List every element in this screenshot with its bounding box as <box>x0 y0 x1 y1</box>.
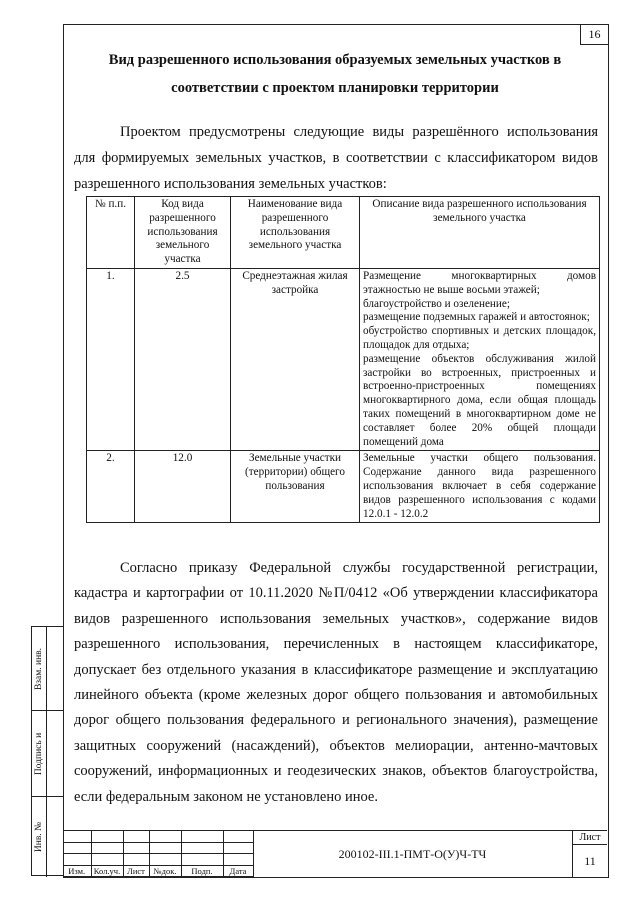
row-code: 12.0 <box>135 451 231 523</box>
col-data: Дата <box>223 865 253 877</box>
desc-item: размещение объектов обслуживания жилой застройки во встроенных, пристроенных и встроенно-пристроенных помещениях многоквартирного дома, если общая площадь таких помещений в многоквартирном доме не составляет более 20% общей площади помещений дома <box>363 352 596 448</box>
desc-item: Размещение многоквартирных домов этажностью не выше восьми этажей; <box>363 269 596 296</box>
title-line-1: Вид разрешенного использования образуемых земельных участков в <box>108 52 562 68</box>
revision-grid <box>63 831 254 877</box>
side-stamp <box>31 626 63 876</box>
top-page-number: 16 <box>580 24 608 45</box>
row-desc <box>360 268 600 450</box>
col-list: Лист <box>123 865 149 877</box>
header-name: Наименование вида разрешенного использования земельного участка <box>231 197 360 269</box>
desc-item: благоустройство и озеленение; <box>363 297 510 310</box>
document-code: 200102-III.1-ПМТ-О(У)Ч-ТЧ <box>253 831 573 877</box>
table-row <box>87 268 600 450</box>
side-cell-signature <box>32 711 63 797</box>
side-cell-replacement <box>32 627 63 711</box>
page-title <box>63 46 607 102</box>
row-name: Среднеэтажная жилая застройка <box>231 268 360 450</box>
side-cell-inventory <box>32 797 63 877</box>
col-kol-uch: Кол.уч. <box>91 865 123 877</box>
sheet-number: 11 <box>584 854 596 868</box>
closing-paragraph: Согласно приказу Федеральной службы государственной регистрации, кадастра и картографии от 10.11.2020 №П/0412 «Об утверждении классификатора видов разрешенного использования земельных участков», содержание видов разрешенного использования, перечисленных в настоящем классификаторе, допускает без отдельного указания в классификаторе размещение и эксплуатацию линейного объекта (кроме железных дорог общего пользования и автомобильных дорог общего пользования федерального и регионального значения), размещение защитных сооружений (насаждений), объектов мелиорации, антенно-мачтовых сооружений, информационных и геодезических знаков, объектов благоустройства, если федеральным законом не установлено иное. <box>74 560 598 805</box>
table-row <box>87 451 600 523</box>
table-header-row <box>87 197 600 269</box>
side-label-replacement: Взам. инв. <box>34 647 44 690</box>
desc-item: обустройство спортивных и детских площадок, площадок для отдыха; <box>363 325 596 351</box>
header-desc: Описание вида разрешенного использования земельного участка <box>360 197 600 269</box>
revision-header-row <box>63 865 253 877</box>
col-izm: Изм. <box>63 865 91 877</box>
desc-item: Земельные участки общего пользования. Содержание данного вида разрешенного использования включает в себя содержание видов разрешенного использования с кодами 12.0.1 - 12.0.2 <box>363 452 596 520</box>
title-line-2: соответствии с проектом планировки территории <box>171 80 499 96</box>
header-num: № п.п. <box>87 197 135 269</box>
col-ndok: №док. <box>149 865 181 877</box>
row-desc <box>360 451 600 523</box>
side-label-inventory: Инв. № <box>34 821 44 853</box>
sheet-label: Лист <box>573 831 607 845</box>
intro-paragraph: Проектом предусмотрены следующие виды разрешённого использования для формируемых земельных участков, в соответствии с классификатором видов разрешенного использования земельных участков: <box>74 124 598 192</box>
row-code: 2.5 <box>135 268 231 450</box>
row-num: 2. <box>87 451 135 523</box>
col-podp: Подп. <box>181 865 223 877</box>
side-label-signature: Подпись и <box>34 732 44 775</box>
row-num: 1. <box>87 268 135 450</box>
header-code: Код вида разрешенного использования земельного участка <box>135 197 231 269</box>
row-name: Земельные участки (территории) общего пользования <box>231 451 360 523</box>
title-block <box>63 830 607 876</box>
desc-item: размещение подземных гаражей и автостоянок; <box>363 311 590 324</box>
classification-table <box>86 196 600 523</box>
